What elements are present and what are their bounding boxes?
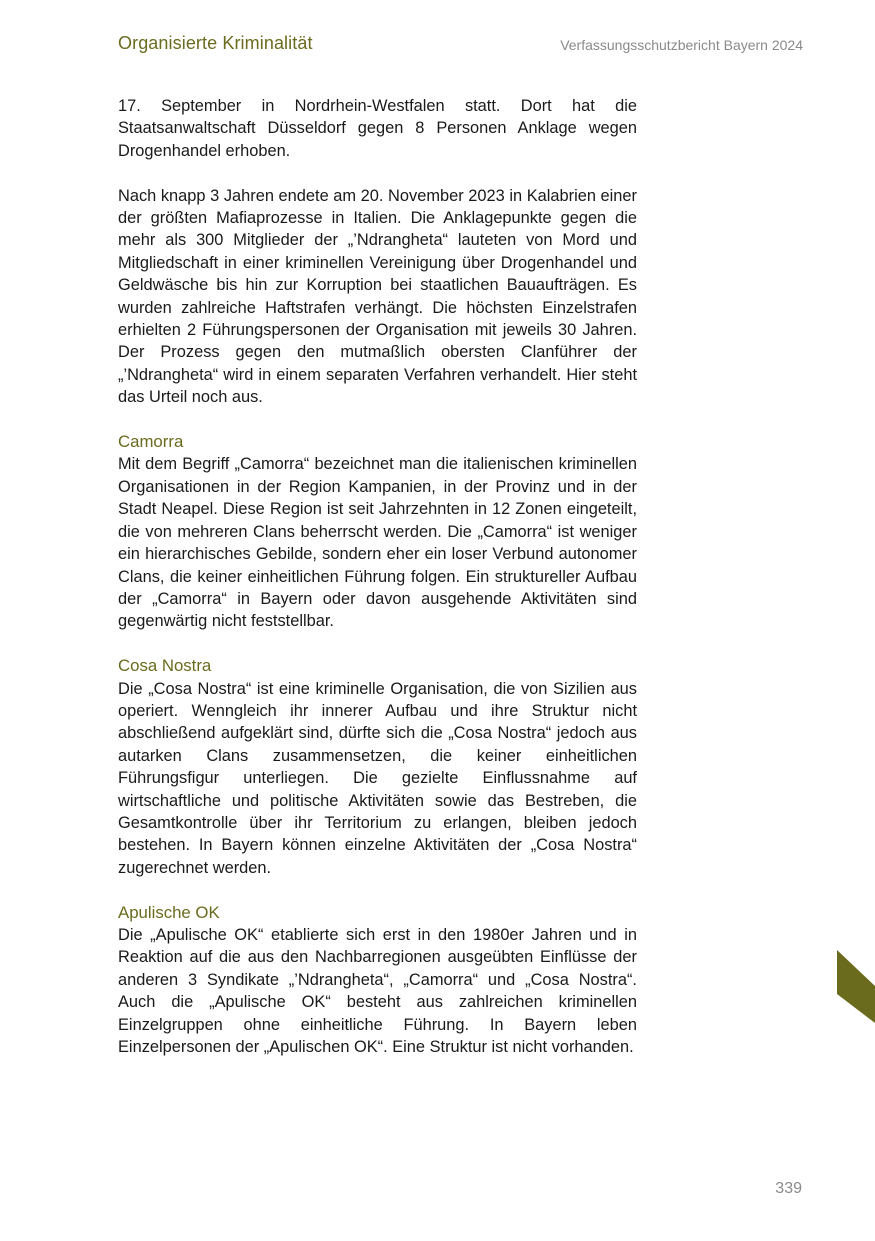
- ndrangheta-paragraph: Nach knapp 3 Jahren endete am 20. November 2023 in Kalabrien einer der größten Mafiaprozesse in Italien. Die Anklagepunkte gegen die mehr als 300 Mitglieder der „’Ndrangheta“ lauteten von Mord und Mitgliedschaft in einer kriminellen Vereinigung über Drogenhandel und Geldwäsche bis hin zur Korruption bei staatlichen Bauaufträgen. Es wurden zahlreiche Haftstrafen verhängt. Die höchsten Einzelstrafen erhielten 2 Führungspersonen der Organisation mit jeweils 30 Jahren. Der Prozess gegen den mutmaßlich obersten Clanführer der „’Ndrangheta“ wird in einem separaten Verfahren verhandelt. Hier steht das Urteil noch aus.: [118, 186, 637, 407]
- page-number: 339: [775, 1180, 802, 1197]
- report-title: Verfassungsschutzbericht Bayern 2024: [560, 37, 803, 53]
- page-content: [118, 95, 637, 1081]
- section-title: Organisierte Kriminalität: [118, 33, 313, 53]
- section-text-cosa-nostra: Die „Cosa Nostra“ ist eine kriminelle Organisation, die von Sizilien aus operiert. Wenngleich ihr innerer Aufbau und ihre Struktur nicht abschließend aufgeklärt sind, dürfte sich die „Cosa Nostra“ jedoch aus autarken Clans zusammensetzen, die keiner einheitlichen Führungsfigur unterliegen. Die gezielte Einflussnahme auf wirtschaftliche und politische Aktivitäten sowie das Bestreben, die Gesamtkontrolle über ihr Territorium zu erlangen, bleiben jedoch bestehen. In Bayern können einzelne Aktivitäten der „Cosa Nostra“ zugerechnet werden.: [118, 679, 637, 877]
- chapter-tab-marker: [837, 950, 875, 1023]
- section-text-camorra: Mit dem Begriff „Camorra“ bezeichnet man die italienischen kriminellen Organisationen in der Region Kampanien, in der Provinz und in der Stadt Neapel. Diese Region ist seit Jahrzehnten in 12 Zonen eingeteilt, die von mehreren Clans beherrscht werden. Die „Camorra“ ist weniger ein hierarchisches Gebilde, sondern eher ein loser Verbund autonomer Clans, die keiner einheitlichen Führung folgen. Ein struktureller Aufbau der „Camorra“ in Bayern oder davon ausgehende Aktivitäten sind gegenwärtig nicht feststellbar.: [118, 455, 637, 631]
- intro-paragraph: 17. September in Nordrhein-Westfalen statt. Dort hat die Staatsanwaltschaft Düsseldorf gegen 8 Personen Anklage wegen Drogenhandel erhoben.: [118, 97, 637, 160]
- section-heading-cosa-nostra: Cosa Nostra: [118, 656, 212, 676]
- section-heading-camorra: Camorra: [118, 432, 184, 452]
- section-text-apulische-ok: Die „Apulische OK“ etablierte sich erst in den 1980er Jahren und in Reaktion auf die aus den Nachbarregionen ausgeübten Einflüsse der anderen 3 Syndikate „’Ndrangheta“, „Camorra“ und „Cosa Nostra“. Auch die „Apulische OK“ besteht aus zahlreichen kriminellen Einzelgruppen ohne einheitliche Führung. In Bayern leben Einzelpersonen der „Apulischen OK“. Eine Struktur ist nicht vorhanden.: [118, 925, 637, 1056]
- section-heading-apulische-ok: Apulische OK: [118, 902, 220, 922]
